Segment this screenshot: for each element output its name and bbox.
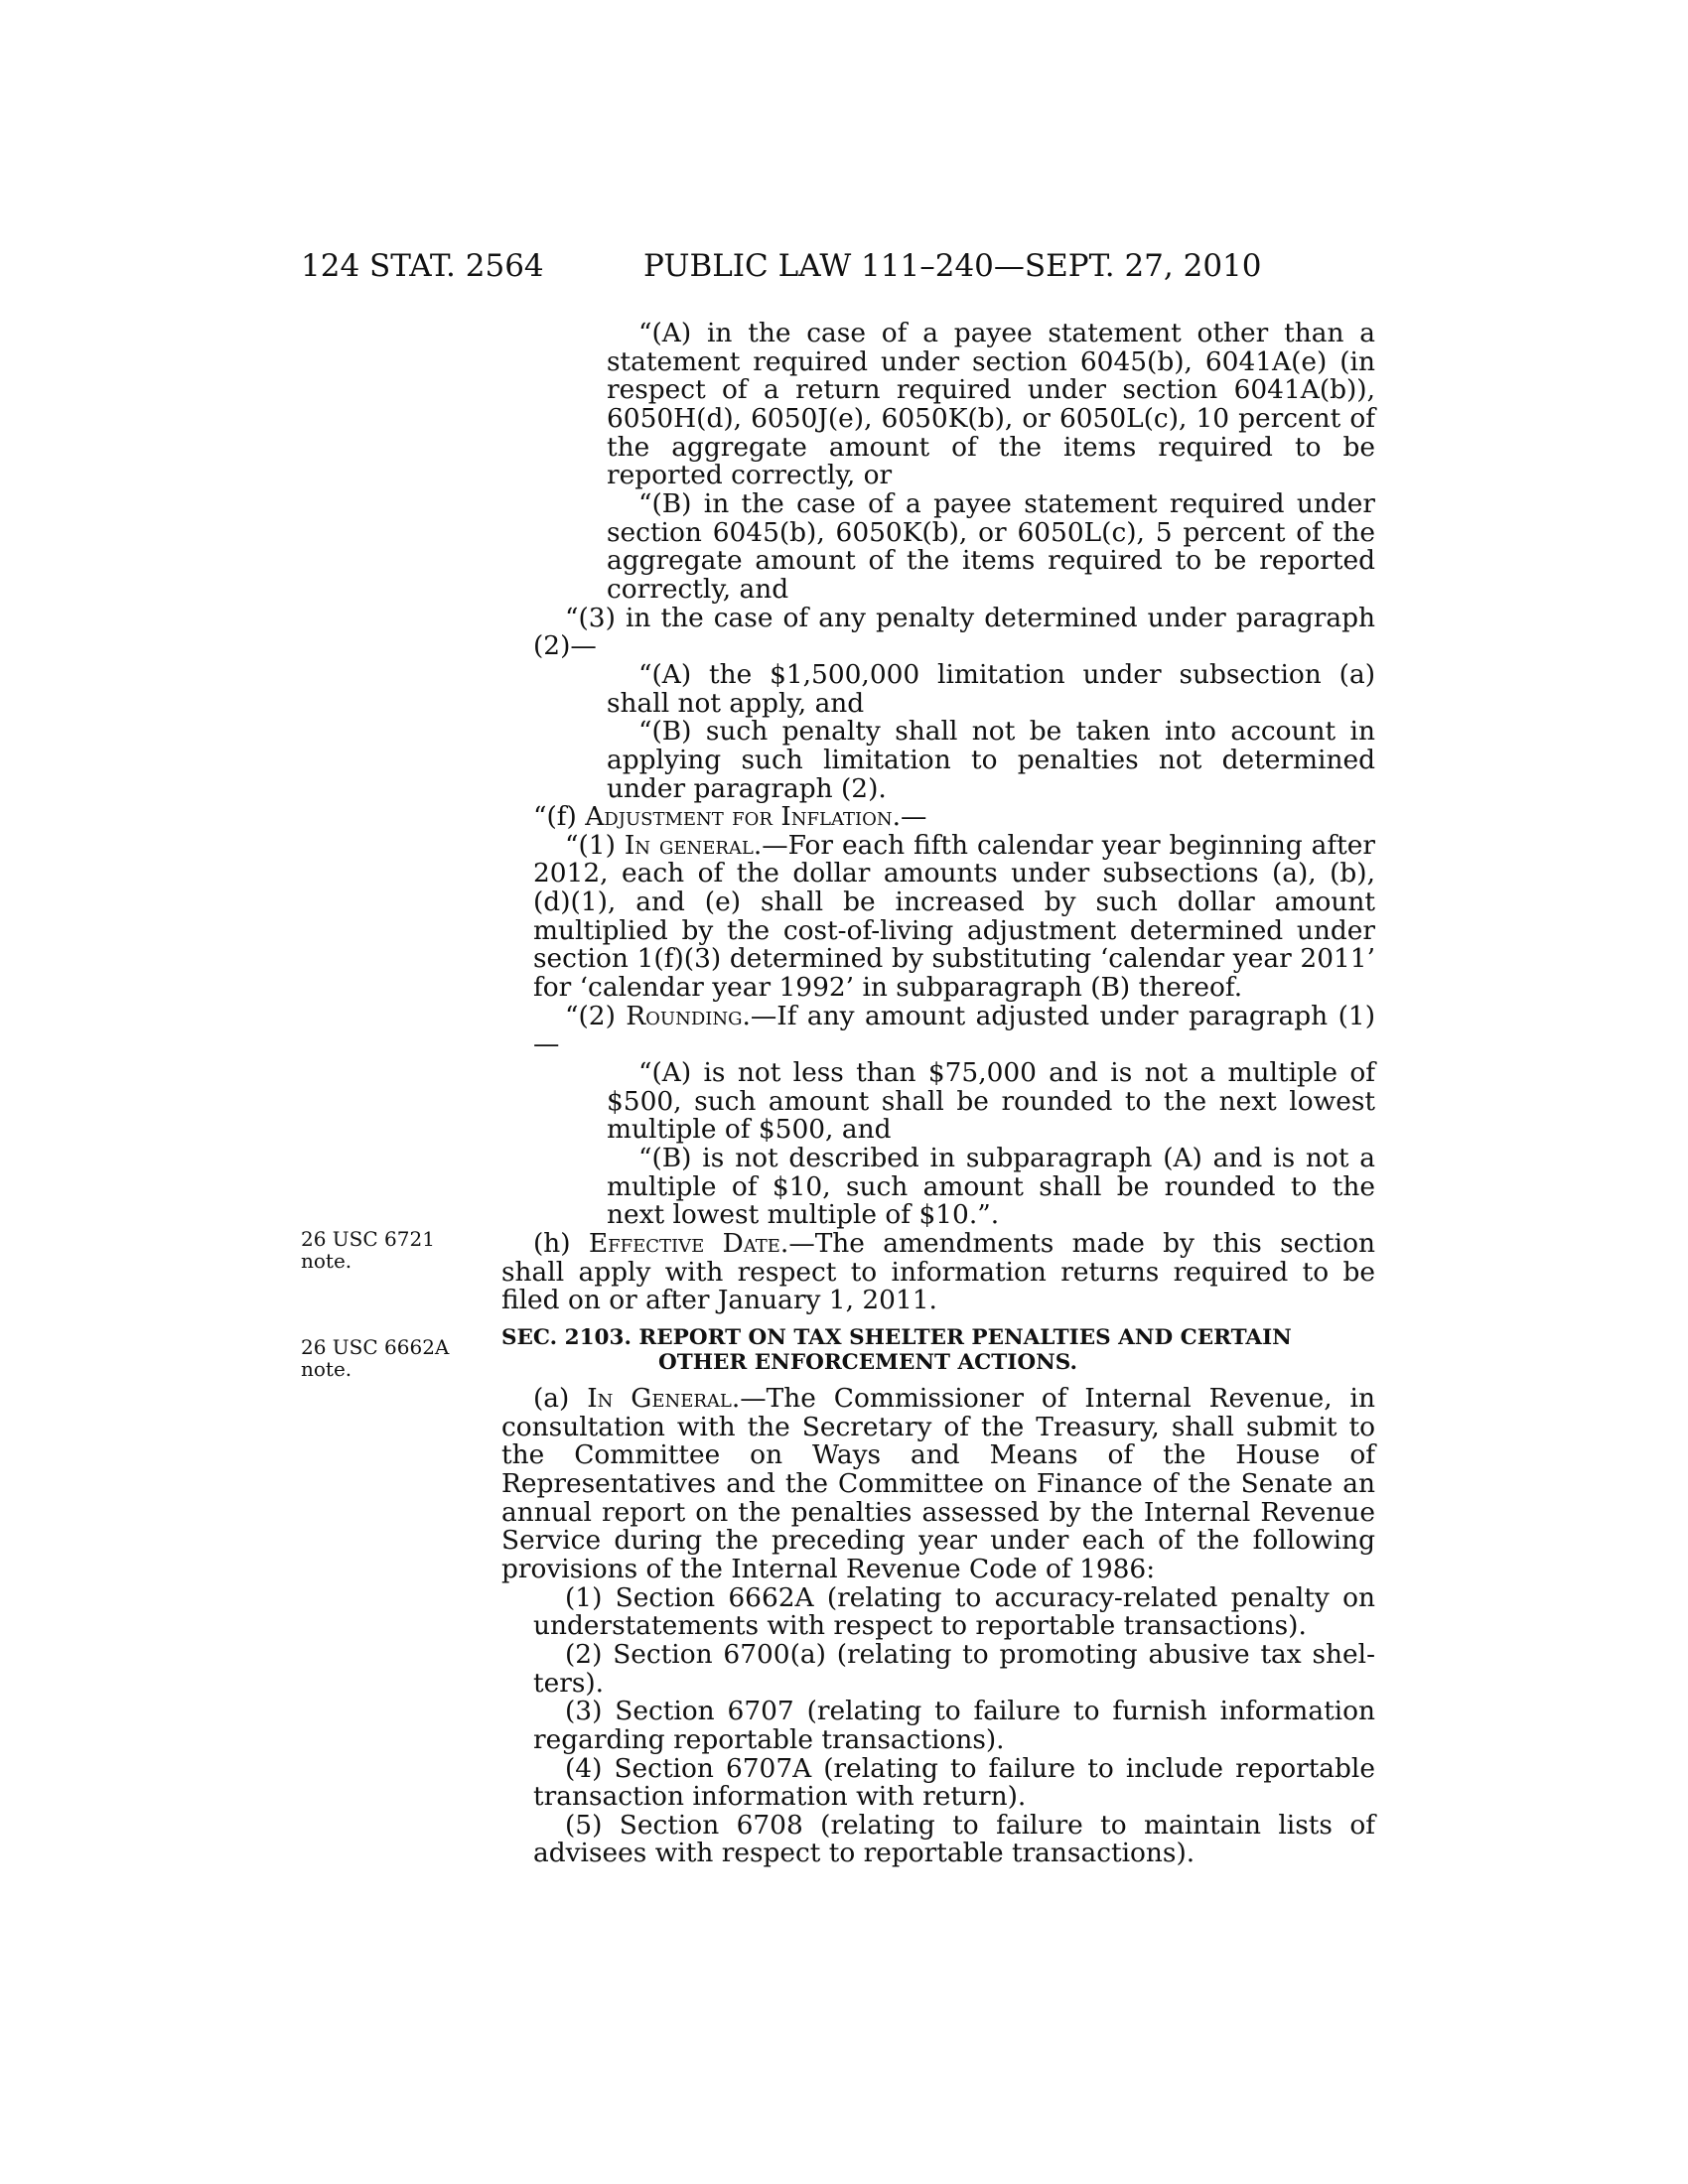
subsection-f-1-title: In general. [624, 829, 763, 861]
list-item: (5) Section 6708 (relating to failure to maintain lists of advisees with respect to reportable transactions). [533, 1809, 1375, 1869]
margin-note-citation: 26 USC 6662A [301, 1335, 450, 1359]
page-stat-number: 124 STAT. 2564 [301, 248, 544, 284]
subsection-f-2-b: “(B) is not described in subparagraph (A) and is not a multiple of $10, such amount shall be rounded to the next lowest multiple of $10.”. [607, 1143, 1375, 1231]
section-2103-a: (a) In General.—The Commissioner of Internal Revenue, in consultation with the Secretary of the Treasury, shall submit to the Committee on Ways and Means of the House of Representatives and the Committee on Finance of the Senate an annual report on the penalties assessed by the Internal Revenue Service during the preceding year under each of the following provisions of the Internal Revenue Code of 1986: [501, 1382, 1375, 1584]
section-2103-heading: SEC. 2103. REPORT ON TAX SHELTER PENALTIES AND CERTAIN OTHER ENFORCEMENT ACTIONS. [501, 1324, 1292, 1375]
subsection-h-effective-date: (h) Effective Date.—The amendments made by this section shall apply with respect to information returns required to be filed on or after January 1, 2011. [501, 1228, 1375, 1316]
list-item: (4) Section 6707A (relating to failure to include reportable transaction information with return). [533, 1752, 1375, 1813]
subparagraph-a: “(A) in the case of a payee statement other than a statement required under section 6045(b), 6041A(e) (in respect of a return required under section 6041A(b)), 6050H(d), 6050J(e), 6050K(b), or 6050L(c), 10 percent of the aggregate amount of the items required to be reported correctly, or [607, 318, 1375, 491]
paragraph-3-a: “(A) the $1,500,000 limitation under subsection (a) shall not apply, and [607, 658, 1375, 719]
margin-note-label: note. [301, 1249, 352, 1273]
subsection-f-heading: “(f) Adjustment for Inflation.— [533, 801, 927, 833]
page-running-title: PUBLIC LAW 111–240—SEPT. 27, 2010 [643, 248, 1262, 284]
margin-note-usc-6721 [301, 1228, 450, 1272]
subsection-f-2-a: “(A) is not less than $75,000 and is not a multiple of $500, such amount shall be rounded to the next lowest multiple of $500, and [607, 1057, 1375, 1146]
list-item: (2) Section 6700(a) (relating to promoting abusive tax shel-ters). [533, 1638, 1375, 1699]
list-item: (3) Section 6707 (relating to failure to furnish information regarding reportable transactions). [533, 1696, 1375, 1755]
paragraph-3-b: “(B) such penalty shall not be taken into account in applying such limitation to penalties not determined under paragraph (2). [607, 716, 1375, 804]
margin-note-usc-6662a [301, 1336, 450, 1380]
subsection-f-1: “(1) In general.—For each fifth calendar year beginning after 2012, each of the dollar amounts under subsections (a), (b), (d)(1), and (e) shall be increased by such dollar amount multiplied by the cost-of-living adjustment determined under section 1(f)(3) determined by substituting ‘calendar year 2011’ for ‘calendar year 1992’ in subparagraph (B) thereof. [533, 829, 1375, 1004]
subsection-f-2: “(2) Rounding.—If any amount adjusted under paragraph (1)— [533, 1000, 1375, 1060]
margin-note-citation: 26 USC 6721 [301, 1227, 435, 1251]
subsection-h-title: Effective Date. [588, 1228, 789, 1259]
subparagraph-b: “(B) in the case of a payee statement required under section 6045(b), 6050K(b), or 6050L(c), 5 percent of the aggregate amount of the items required to be reported correctly, and [607, 487, 1375, 605]
list-item: (1) Section 6662A (relating to accuracy-related penalty on understatements with respect to reportable transactions). [533, 1581, 1375, 1642]
statute-body [501, 320, 1375, 1868]
margin-note-label: note. [301, 1357, 352, 1381]
section-2103-a-title: In General. [587, 1382, 741, 1414]
subsection-f-title: Adjustment for Inflation. [585, 801, 902, 833]
subsection-f-2-title: Rounding. [626, 1000, 751, 1031]
paragraph-3: “(3) in the case of any penalty determined under paragraph (2)— [533, 602, 1375, 662]
